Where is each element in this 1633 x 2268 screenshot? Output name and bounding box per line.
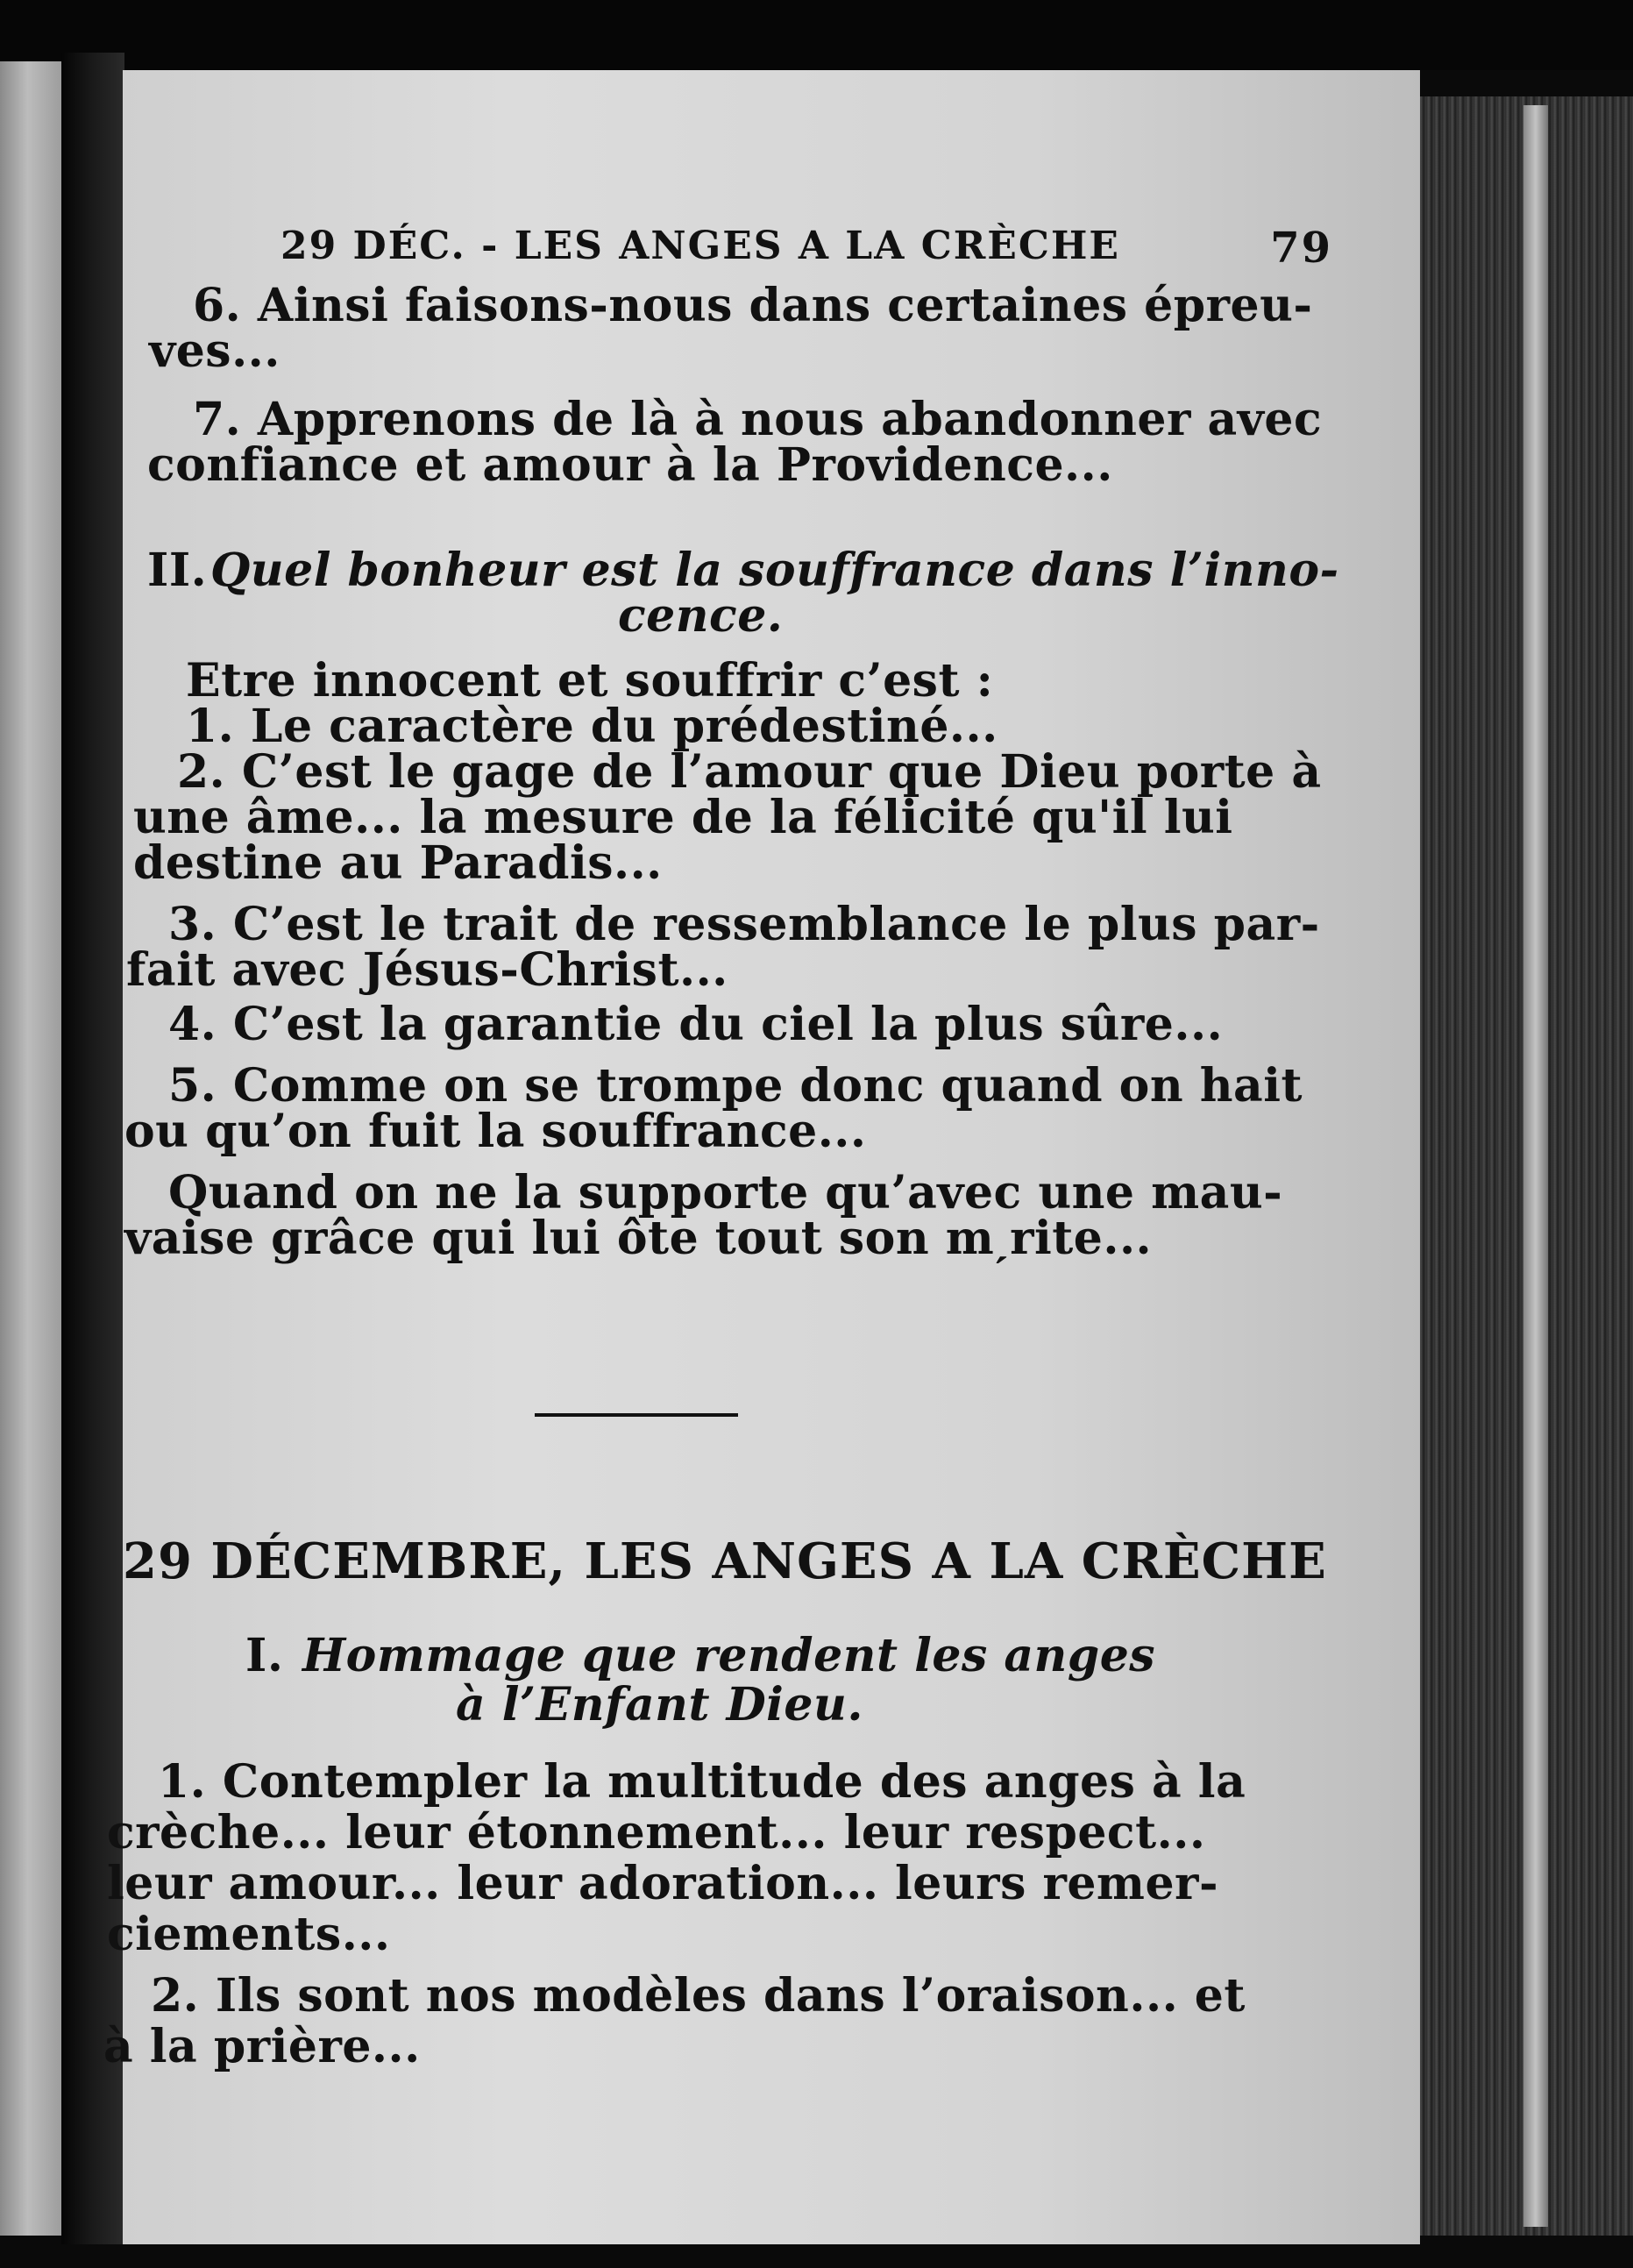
text-line: 7. Apprenons de là à nous abandonner avec [193, 393, 1323, 446]
text-line: vaise grâce qui lui ôte tout son mˏrite... [124, 1212, 1153, 1265]
section-number: II. [147, 544, 208, 597]
text-line: confiance et amour à la Providence... [147, 438, 1113, 492]
text-line: une âme... la mesure de la félicité qu'il lui [133, 791, 1233, 844]
chapter-title-text: 29 DÉCEMBRE, LES ANGES A LA CRÈCHE [123, 1532, 1327, 1590]
text-line: 2. Ils sont nos modèles dans l’oraison... et [151, 1969, 1246, 2023]
text-line: 5. Comme on se trompe donc quand on hait [168, 1059, 1303, 1113]
text-line: Quand on ne la supporte qu’avec une mau- [168, 1166, 1283, 1219]
text-line: leur amour... leur adoration... leurs remer- [107, 1857, 1219, 1910]
section-divider [535, 1413, 738, 1417]
text-line: 1. Contempler la multitude des anges à la [158, 1755, 1246, 1809]
text-line: fait avec Jésus-Christ... [126, 943, 728, 997]
running-head [280, 224, 1332, 273]
text-line: 6. Ainsi faisons-nous dans certaines épreu- [193, 279, 1313, 332]
text-line: ves... [149, 324, 280, 378]
text-line: destine au Paradis... [133, 836, 663, 890]
running-head-title: 29 DÉC. - LES ANGES A LA CRÈCHE [280, 224, 1120, 268]
section-heading: à l’Enfant Dieu. [456, 1678, 863, 1731]
scan-top-border [0, 0, 1633, 70]
book-fore-edge-highlight [1523, 105, 1548, 2227]
text-line: 4. C’est la garantie du ciel la plus sûre... [168, 998, 1224, 1051]
page-number: 79 [1270, 224, 1332, 273]
text-line: 3. C’est le trait de ressemblance le plus par- [168, 898, 1320, 951]
text-line: ciements... [107, 1908, 391, 1961]
book-page [103, 70, 1420, 2244]
left-page-edge [0, 61, 61, 2236]
section-heading: cence. [618, 589, 784, 643]
text-line: 2. C’est le gage de l’amour que Dieu porte à [177, 745, 1322, 799]
text-line: 1. Le caractère du prédestiné... [186, 700, 998, 753]
text-line: Etre innocent et souffrir c’est : [186, 654, 994, 707]
section-heading: Hommage que rendent les anges [302, 1629, 1156, 1682]
text-line: à la prière... [103, 2020, 421, 2073]
text-line: crèche... leur étonnement... leur respect... [107, 1806, 1206, 1859]
section-number: I. [245, 1629, 284, 1682]
section-heading: Quel bonheur est la souffrance dans l’inno- [210, 544, 1339, 597]
text-line: ou qu’on fuit la souffrance... [124, 1105, 867, 1158]
